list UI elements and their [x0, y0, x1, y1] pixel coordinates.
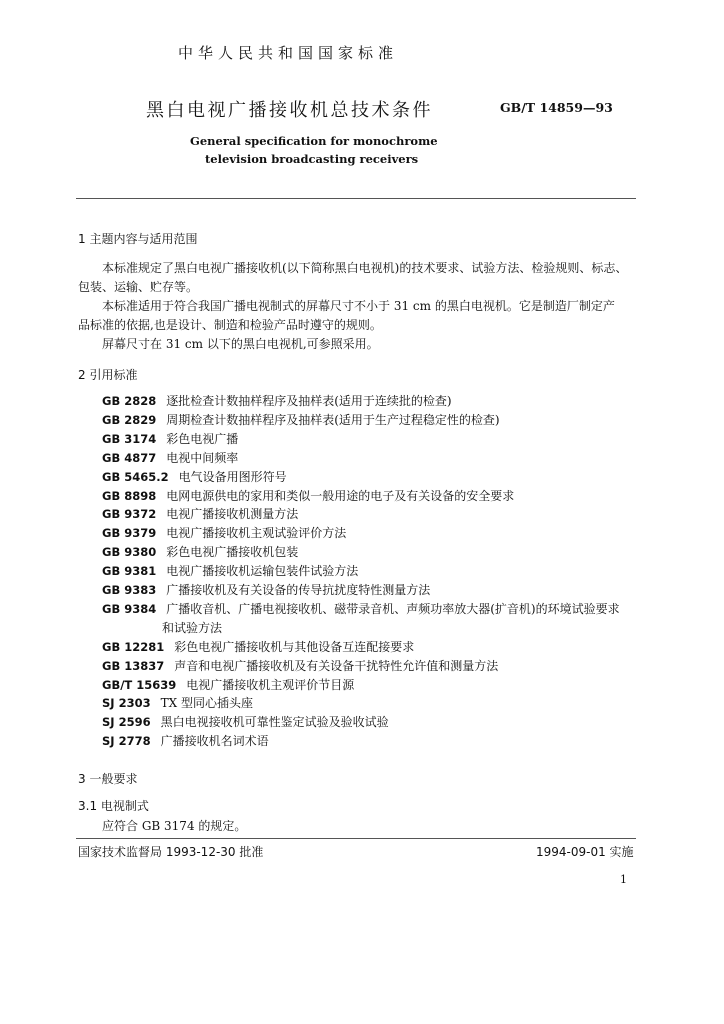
reference-title: 电视广播接收机测量方法 — [166, 507, 299, 522]
reference-code: SJ 2303 — [102, 696, 151, 711]
section-3-heading: 3 一般要求 — [78, 772, 138, 786]
reference-code: GB 9372 — [102, 507, 157, 522]
reference-code: GB 8898 — [102, 488, 157, 503]
reference-row — [102, 694, 253, 712]
reference-row — [102, 581, 430, 599]
reference-row — [102, 713, 389, 731]
reference-code: GB 9384 — [102, 601, 157, 616]
reference-title: 周期检查计数抽样程序及抽样表(适用于生产过程稳定性的检查) — [166, 412, 500, 427]
reference-row — [102, 524, 346, 542]
reference-code: GB/T 15639 — [102, 677, 177, 692]
english-title-line-2: television broadcasting receivers — [205, 152, 419, 166]
reference-code: SJ 2778 — [102, 734, 151, 749]
reference-row — [102, 638, 414, 656]
reference-row — [102, 732, 269, 750]
reference-row — [102, 487, 514, 505]
reference-row — [102, 562, 358, 580]
issuing-authority: 中华人民共和国国家标准 — [178, 44, 399, 62]
reference-row — [102, 657, 498, 675]
reference-title: 逐批检查计数抽样程序及抽样表(适用于连续批的检查) — [166, 394, 452, 408]
section-3-1-heading: 3.1 电视制式 — [78, 799, 149, 813]
reference-code: GB 2828 — [102, 394, 157, 408]
reference-title: 广播收音机、广播电视接收机、磁带录音机、声频功率放大器(扩音机)的环境试验要求 — [166, 601, 620, 616]
section-2-heading: 2 引用标准 — [78, 368, 138, 382]
reference-row — [102, 430, 238, 448]
reference-title: TX 型同心插头座 — [160, 696, 253, 711]
section-1-paragraph-1-line-1: 本标准规定了黑白电视广播接收机(以下简称黑白电视机)的技术要求、试验方法、检验规则、标志、 — [102, 261, 628, 275]
reference-row — [102, 600, 620, 618]
reference-code: GB 9380 — [102, 545, 157, 560]
section-1-paragraph-2-line-2: 品标准的依据,也是设计、制造和检验产品时遵守的规则。 — [78, 318, 382, 332]
section-1-heading: 1 主题内容与适用范围 — [78, 232, 198, 246]
section-1-paragraph-1-line-2: 包装、运输、贮存等。 — [78, 280, 199, 294]
header-divider — [76, 198, 636, 199]
reference-code: GB 9383 — [102, 583, 157, 597]
reference-code: GB 4877 — [102, 450, 157, 465]
reference-title: 电视广播接收机运输包装件试验方法 — [166, 564, 359, 579]
standard-number: GB/T 14859—93 — [500, 100, 613, 115]
approval-date: 国家技术监督局 1993-12-30 批准 — [78, 845, 264, 859]
section-3-1-text: 应符合 GB 3174 的规定。 — [102, 819, 247, 833]
reference-row — [102, 411, 500, 429]
section-1-paragraph-2-line-1: 本标准适用于符合我国广播电视制式的屏幕尺寸不小于 31 cm 的黑白电视机。它是制造厂制定产 — [102, 299, 615, 313]
reference-title: 广播接收机名词术语 — [160, 734, 269, 749]
reference-code: GB 3174 — [102, 431, 157, 446]
reference-code: GB 9381 — [102, 564, 157, 579]
reference-code: GB 12281 — [102, 639, 165, 654]
effective-date: 1994-09-01 实施 — [536, 845, 634, 859]
page-number: 1 — [620, 873, 627, 886]
reference-title: 电视广播接收机主观评价节目源 — [186, 677, 355, 692]
reference-code: GB 9379 — [102, 526, 157, 541]
reference-title: 电视中间频率 — [166, 450, 239, 465]
section-1-paragraph-3: 屏幕尺寸在 31 cm 以下的黑白电视机,可参照采用。 — [102, 337, 379, 351]
reference-row — [102, 392, 452, 410]
reference-title: 彩色电视广播接收机与其他设备互连配接要求 — [174, 639, 415, 654]
reference-code: GB 5465.2 — [102, 469, 169, 484]
reference-row — [102, 468, 287, 486]
reference-title: 彩色电视广播 — [166, 431, 239, 446]
reference-title: 彩色电视广播接收机包装 — [166, 545, 299, 560]
reference-row — [102, 449, 238, 467]
english-title-line-1: General specification for monochrome — [190, 134, 438, 148]
document-title: 黑白电视广播接收机总技术条件 — [146, 100, 433, 121]
reference-title: 电视广播接收机主观试验评价方法 — [166, 526, 347, 541]
reference-row — [102, 543, 298, 561]
reference-row — [102, 676, 354, 694]
reference-code: GB 13837 — [102, 658, 165, 673]
reference-title: 广播接收机及有关设备的传导抗扰度特性测量方法 — [166, 583, 431, 597]
reference-code: GB 2829 — [102, 412, 157, 427]
reference-title: 电网电源供电的家用和类似一般用途的电子及有关设备的安全要求 — [166, 488, 515, 503]
reference-title: 黑白电视接收机可靠性鉴定试验及验收试验 — [160, 715, 389, 730]
reference-title: 声音和电视广播接收机及有关设备干扰特性允许值和测量方法 — [174, 658, 499, 673]
reference-title-continuation: 和试验方法 — [162, 620, 223, 635]
footer-divider — [76, 838, 636, 839]
reference-code: SJ 2596 — [102, 715, 151, 730]
reference-row — [102, 505, 298, 523]
reference-title: 电气设备用图形符号 — [178, 469, 287, 484]
